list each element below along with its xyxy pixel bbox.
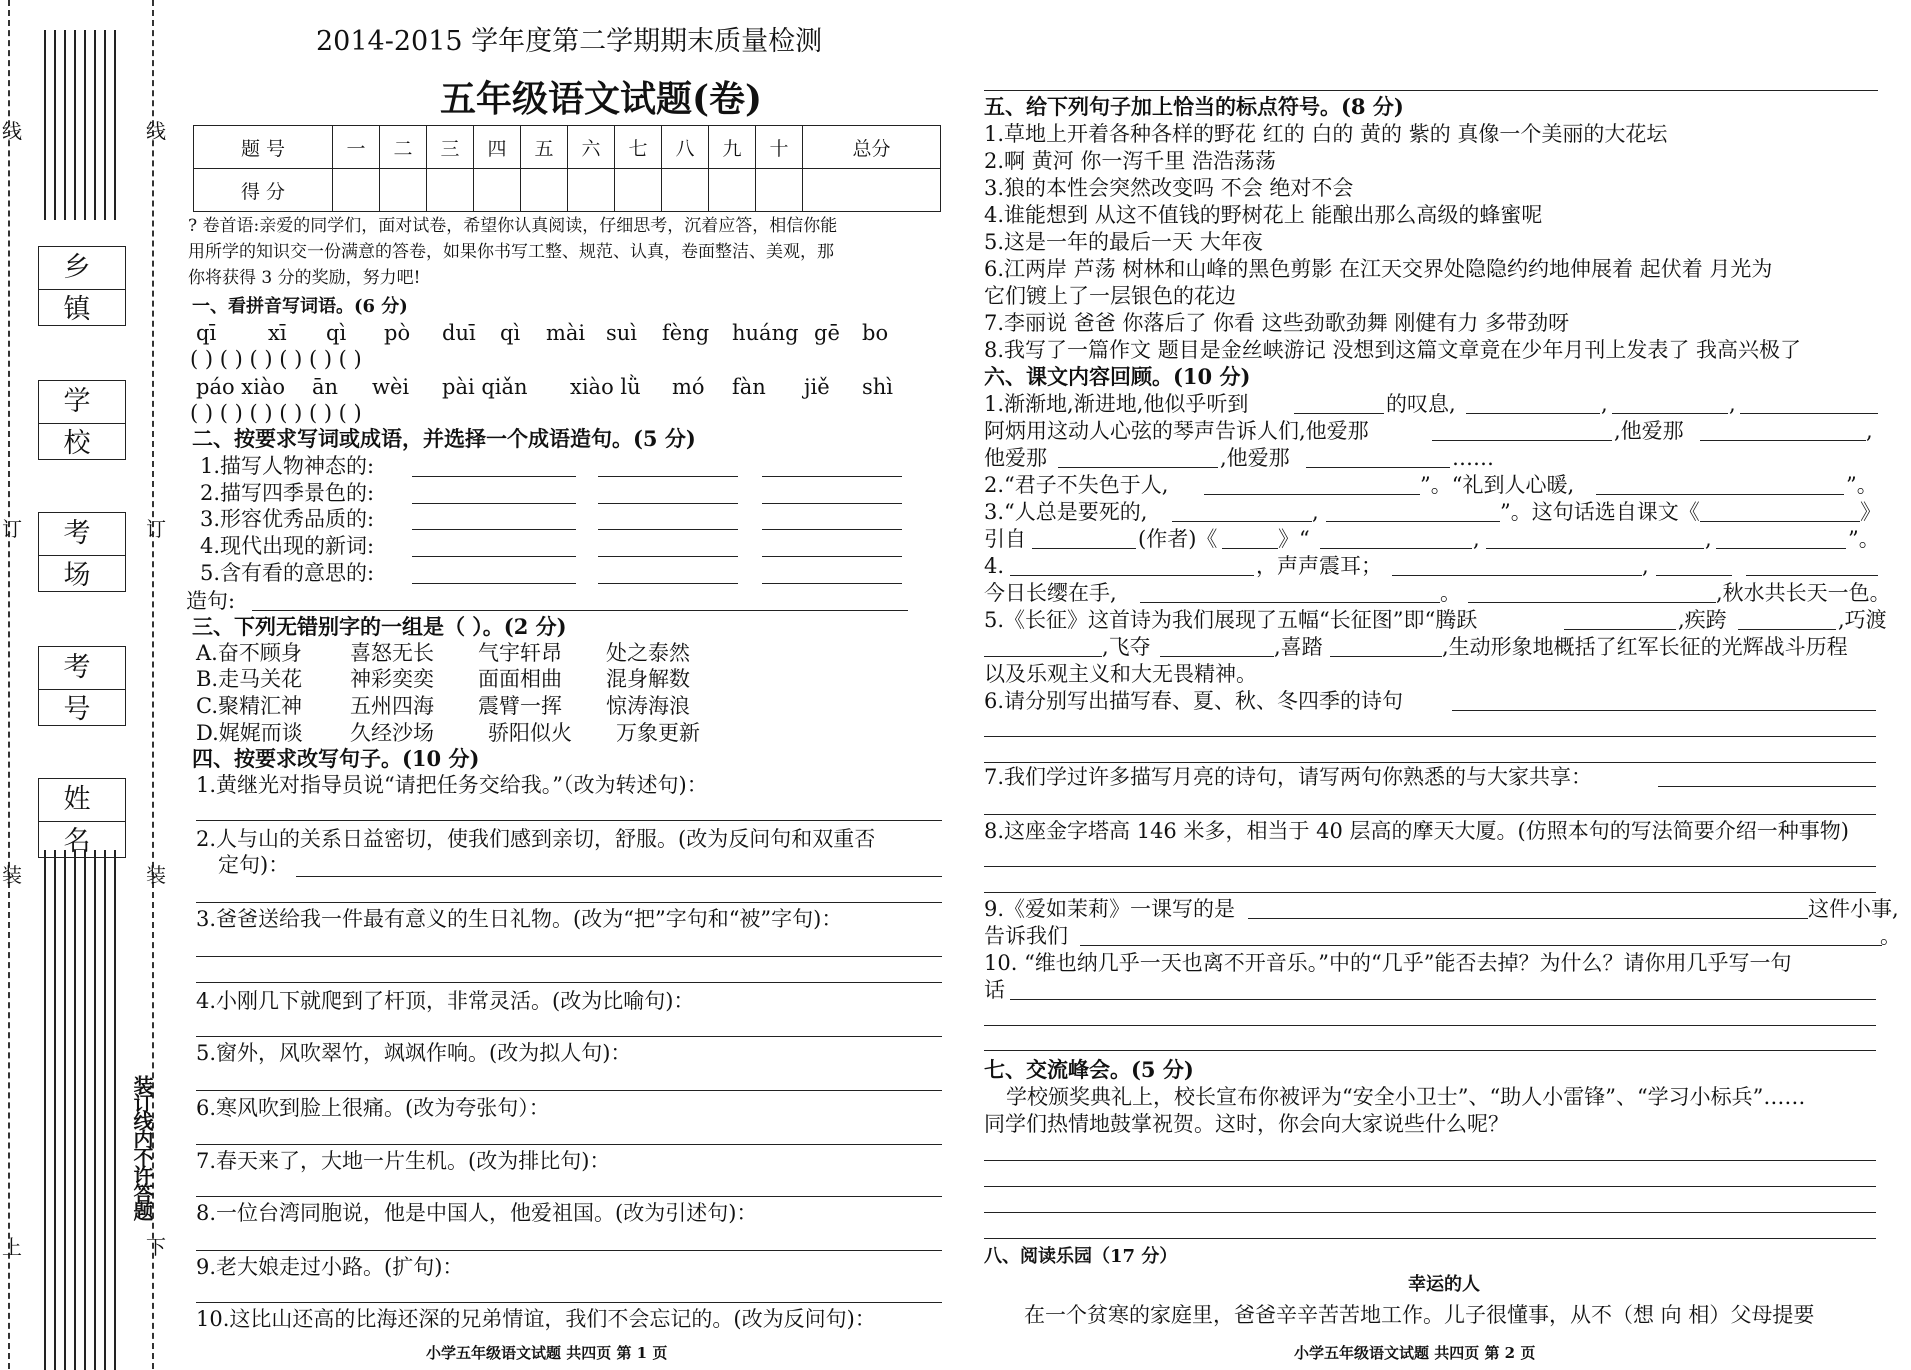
- blank[interactable]: [1326, 521, 1500, 522]
- answer-line[interactable]: [984, 1212, 1876, 1213]
- answer-line[interactable]: [984, 1186, 1876, 1187]
- binding-shang: 上: [2, 1235, 22, 1259]
- blank[interactable]: [1172, 521, 1312, 522]
- blank[interactable]: [984, 656, 1102, 657]
- s6-l16a: 告诉我们: [984, 924, 1068, 948]
- answer-line[interactable]: [196, 956, 942, 957]
- binding-xian-2: 线: [146, 119, 166, 143]
- s6-l8a: 今日长缨在手,: [984, 581, 1117, 605]
- s4-q2b: 定句)：: [218, 853, 290, 877]
- info-box-township[interactable]: [38, 246, 126, 326]
- s6-l5b: ”。这句话选自课文《: [1500, 500, 1700, 524]
- footer-page-1: 小学五年级语文试题 共四页 第 1 页: [426, 1344, 668, 1362]
- s4-q9: 9.老大娘走过小路。(扩句)：: [196, 1255, 464, 1279]
- answer-line[interactable]: [196, 1036, 942, 1037]
- score-cell[interactable]: [756, 169, 803, 212]
- s6-l1a: 1.渐渐地,渐进地,他似乎听到: [984, 392, 1249, 416]
- s6-l2b: ,他爱那: [1614, 419, 1684, 443]
- pinyin: mó: [672, 375, 705, 399]
- score-col-5: 五: [521, 126, 568, 169]
- pinyin: xiào lǜ: [570, 375, 641, 399]
- option-word: 骄阳似火: [488, 721, 572, 745]
- s6-l4c: ”。: [1846, 473, 1878, 497]
- binding-zhuang-2: 装: [146, 863, 166, 887]
- s6-l10a: ,飞夺: [1102, 635, 1151, 659]
- s6-l13: 7.我们学过许多描写月亮的诗句，请写两句你熟悉的与大家共享：: [984, 765, 1593, 789]
- blank[interactable]: [1468, 602, 1716, 603]
- comma: ,: [1642, 554, 1649, 578]
- score-col-10: 十: [756, 126, 803, 169]
- comma: ,: [1705, 527, 1712, 551]
- option-word: 万象更新: [616, 721, 700, 745]
- blank[interactable]: [1294, 413, 1384, 414]
- s3-option-b[interactable]: B.走马关花: [196, 667, 303, 691]
- s5-line-6: 6.江两岸 芦荡 树林和山峰的黑色剪影 在江天交界处隐隐约约地伸展着 起伏着 月光为: [984, 257, 1773, 281]
- score-col-9: 九: [709, 126, 756, 169]
- comma: ,: [1601, 392, 1608, 416]
- comma: ,: [1866, 419, 1873, 443]
- score-cell[interactable]: [709, 169, 756, 212]
- s2-item-5: 5.含有看的意思的:: [200, 561, 375, 585]
- answer-line[interactable]: [296, 876, 942, 877]
- answer-line[interactable]: [1658, 786, 1876, 787]
- pinyin: ān: [312, 375, 339, 399]
- blank[interactable]: [1058, 467, 1218, 468]
- option-word: 久经沙场: [350, 721, 434, 745]
- story-title: 幸运的人: [1408, 1274, 1480, 1295]
- info-box-exam-room-label: 考 场: [39, 513, 125, 556]
- comma: ,: [1312, 500, 1319, 524]
- score-col-1: 一: [333, 126, 380, 169]
- s8-line-1: 在一个贫寒的家庭里，爸爸辛辛苦苦地工作。儿子很懂事，从不（想 向 相）父母提要: [1024, 1303, 1815, 1327]
- pinyin: fèng: [662, 321, 710, 345]
- pinyin: qī: [196, 321, 217, 345]
- blank[interactable]: [1738, 629, 1836, 630]
- info-box-exam-number-label: 考 号: [39, 647, 125, 690]
- pinyin: fàn: [732, 375, 766, 399]
- s6-l6b: (作者)《: [1138, 527, 1218, 551]
- s2-item-3: 3.形容优秀品质的:: [200, 507, 375, 531]
- binding-dashed-line: [8, 0, 10, 1369]
- s6-l10b: ,喜踏: [1274, 635, 1323, 659]
- answer-line[interactable]: [196, 1250, 942, 1251]
- score-col-7: 七: [615, 126, 662, 169]
- answer-line[interactable]: [196, 1302, 942, 1303]
- binding-ding-1: 订: [2, 517, 22, 541]
- pinyin-answer-brackets-2[interactable]: ( ) ( ) ( ) ( ) ( ) ( ): [190, 401, 362, 425]
- s4-q6: 6.寒风吹到脸上很痛。(改为夸张句）：: [196, 1096, 550, 1120]
- info-box-school-label: 学 校: [39, 381, 125, 424]
- s7-line-1: 学校颁奖典礼上，校长宣布你被评为“安全小卫士”、“助人小雷锋”、“学习小标兵”……: [1006, 1085, 1806, 1109]
- section-8-title: 八、阅读乐园（17 分）: [984, 1246, 1178, 1267]
- pinyin: huáng: [732, 321, 799, 345]
- s6-l16b: 。: [1880, 924, 1901, 948]
- blank[interactable]: [1700, 521, 1860, 522]
- s4-q1: 1.黄继光对指导员说“请把任务交给我。”（改为转述句)：: [196, 773, 708, 797]
- s6-l17: 10. “维也纳几乎一天也离不开音乐。”中的“几乎”能否去掉？为什么？请你用几乎写一句: [984, 951, 1792, 975]
- s5-line-7: 7.李丽说 爸爸 你落后了 你看 这些劲歌劲舞 刚健有力 多带劲呀: [984, 311, 1570, 335]
- blank[interactable]: [1466, 413, 1600, 414]
- section-2-title: 二、按要求写词或成语，并选择一个成语造句。(5 分): [192, 426, 696, 451]
- s6-l8b: 。: [1440, 581, 1461, 605]
- score-cell[interactable]: [380, 169, 427, 212]
- s6-l3a: 他爱那: [984, 446, 1047, 470]
- info-box-exam-number[interactable]: [38, 646, 126, 726]
- score-table: [193, 125, 941, 212]
- option-word: 处之泰然: [606, 641, 690, 665]
- answer-line[interactable]: [196, 1090, 942, 1091]
- blank[interactable]: [1486, 548, 1704, 549]
- option-word: 五州四海: [350, 694, 434, 718]
- exam-year-heading: 2014-2015 学年度第二学期期末质量检测: [316, 26, 823, 57]
- score-table-row-scores: [194, 169, 941, 212]
- blank[interactable]: [1160, 656, 1274, 657]
- answer-line[interactable]: [1452, 710, 1876, 711]
- s6-l7a: 4.: [984, 554, 1005, 578]
- score-cell[interactable]: [615, 169, 662, 212]
- intro-line-3: 你将获得 3 分的奖励，努力吧!: [188, 268, 421, 288]
- pinyin: suì: [606, 321, 638, 345]
- s6-l4b: ”。“礼到人心暖,: [1420, 473, 1575, 497]
- option-word: 神彩奕奕: [350, 667, 434, 691]
- score-table-row-questions: [194, 126, 941, 169]
- option-word: 面面相曲: [478, 667, 562, 691]
- answer-line[interactable]: [196, 902, 942, 903]
- option-word: 惊涛海浪: [606, 694, 690, 718]
- blank[interactable]: [1392, 575, 1642, 576]
- pinyin: qì: [326, 321, 347, 345]
- blank[interactable]: [1306, 467, 1450, 468]
- score-cell[interactable]: [662, 169, 709, 212]
- answer-line[interactable]: [984, 866, 1876, 867]
- s5-line-4: 4.谁能想到 从这不值钱的野树花上 能酿出那么高级的蜂蜜呢: [984, 203, 1543, 227]
- section-4-title: 四、按要求改写句子。(10 分): [192, 746, 480, 771]
- s4-q4: 4.小刚几下就爬到了杆顶，非常灵活。(改为比喻句)：: [196, 989, 695, 1013]
- binding-zhuang-1: 装: [2, 863, 22, 887]
- s4-q8: 8.一位台湾同胞说，他是中国人，他爱祖国。(改为引述句)：: [196, 1201, 758, 1225]
- section-1-title: 一、看拼音写词语。(6 分): [192, 296, 408, 317]
- answer-line[interactable]: [196, 1144, 942, 1145]
- section-6-title: 六、课文内容回顾。(10 分): [984, 364, 1251, 389]
- s2-item-1: 1.描写人物神态的:: [200, 454, 375, 478]
- pinyin: shì: [862, 375, 894, 399]
- answer-line[interactable]: [984, 762, 1876, 763]
- answer-line[interactable]: [1010, 999, 1876, 1000]
- pinyin: wèi: [372, 375, 410, 399]
- s4-q2a: 2.人与山的关系日益密切，使我们感到亲切，舒服。(改为反问句和双重否: [196, 827, 876, 851]
- answer-line[interactable]: [984, 1160, 1876, 1161]
- blank[interactable]: [1222, 548, 1278, 549]
- s3-option-a[interactable]: A.奋不顾身: [196, 641, 302, 665]
- blank[interactable]: [1740, 413, 1878, 414]
- blank[interactable]: [1080, 945, 1882, 946]
- section-5-title: 五、给下列句子加上恰当的标点符号。(8 分): [984, 94, 1404, 119]
- blank[interactable]: [1032, 548, 1136, 549]
- score-table-row1-label: 题 号: [194, 126, 333, 169]
- s6-l1b: 的叹息,: [1386, 392, 1456, 416]
- s6-l15b: 这件小事,: [1808, 897, 1899, 921]
- binding-warning: 装订线内不许答题: [130, 1075, 154, 1219]
- blank[interactable]: [1746, 575, 1878, 576]
- option-word: 气宇轩昂: [478, 641, 562, 665]
- s6-l10c: ,生动形象地概括了红军长征的光辉战斗历程: [1442, 635, 1848, 659]
- s5-line-3: 3.狼的本性会突然改变吗 不会 绝对不会: [984, 176, 1354, 200]
- s6-l11: 以及乐观主义和大无畏精神。: [984, 662, 1257, 686]
- intro-line-1: ? 卷首语:亲爱的同学们，面对试卷，希望你认真阅读，仔细思考，沉着应答，相信你能: [188, 216, 838, 236]
- s4-q7: 7.春天来了，大地一片生机。(改为排比句)：: [196, 1149, 611, 1173]
- score-cell[interactable]: [474, 169, 521, 212]
- section-7-title: 七、交流峰会。(5 分): [984, 1057, 1194, 1082]
- s5-line-2: 2.啊 黄河 你一泻千里 浩浩荡荡: [984, 149, 1277, 173]
- s2-zaoju-label: 造句:: [186, 589, 236, 613]
- blank[interactable]: [1700, 440, 1866, 441]
- info-box-township-label: 乡 镇: [39, 247, 125, 290]
- pinyin: qì: [500, 321, 521, 345]
- score-col-total: 总分: [803, 126, 941, 169]
- exam-title: 五年级语文试题(卷): [440, 78, 763, 120]
- info-box-name[interactable]: [38, 778, 126, 858]
- s2-zaoju-line[interactable]: [252, 610, 908, 611]
- info-box-name-label: 姓 名: [39, 779, 125, 822]
- s4-q3: 3.爸爸送给我一件最有意义的生日礼物。(改为“把”字句和“被”字句)：: [196, 907, 843, 931]
- option-word: 震臂一挥: [478, 694, 562, 718]
- answer-line[interactable]: [984, 1238, 1876, 1239]
- s6-l15a: 9.《爱如茉莉》一课写的是: [984, 897, 1236, 921]
- pinyin: bo: [862, 321, 889, 345]
- score-col-8: 八: [662, 126, 709, 169]
- s6-l3b: ,他爱那: [1220, 446, 1290, 470]
- s6-l3c: ……: [1452, 446, 1494, 470]
- blank[interactable]: [1140, 602, 1440, 603]
- score-col-4: 四: [474, 126, 521, 169]
- pinyin: jiě: [804, 375, 830, 399]
- score-cell[interactable]: [333, 169, 380, 212]
- blank[interactable]: [1564, 629, 1676, 630]
- binding-xian-1: 线: [2, 119, 22, 143]
- s5-line-8: 8.我写了一篇作文 题目是金丝峡游记 没想到这篇文章竟在少年月刊上发表了 我高兴极了: [984, 338, 1802, 362]
- score-table-row2-label: 得 分: [194, 169, 333, 212]
- section-3-title: 三、下列无错别字的一组是（ ）。(2 分): [192, 614, 567, 639]
- pinyin: pài qiǎn: [442, 375, 528, 399]
- comma: ,: [1473, 527, 1480, 551]
- s2-item-4: 4.现代出现的新词:: [200, 534, 375, 558]
- pinyin: xī: [268, 321, 287, 345]
- top-rule: [984, 90, 1878, 91]
- pinyin-answer-brackets-1[interactable]: ( ) ( ) ( ) ( ) ( ) ( ): [190, 347, 362, 371]
- answer-line[interactable]: [984, 736, 1876, 737]
- pinyin: duī: [442, 321, 476, 345]
- blank[interactable]: [1432, 440, 1612, 441]
- score-col-6: 六: [568, 126, 615, 169]
- pinyin: pò: [384, 321, 411, 345]
- option-word: 喜怒无长: [350, 641, 434, 665]
- pinyin: gē: [814, 321, 840, 345]
- s5-line-5: 5.这是一年的最后一天 大年夜: [984, 230, 1263, 254]
- s7-line-2: 同学们热情地鼓掌祝贺。这时，你会向大家说些什么呢？: [984, 1112, 1509, 1136]
- s2-item-2: 2.描写四季景色的:: [200, 481, 375, 505]
- s6-l8c: ,秋水共长天一色。: [1716, 581, 1891, 605]
- footer-page-2: 小学五年级语文试题 共四页 第 2 页: [1294, 1344, 1536, 1362]
- score-col-2: 二: [380, 126, 427, 169]
- score-col-3: 三: [427, 126, 474, 169]
- score-cell-total[interactable]: [803, 169, 941, 212]
- score-cell[interactable]: [521, 169, 568, 212]
- s6-l5c: 》: [1860, 500, 1881, 524]
- pinyin: mài: [546, 321, 586, 345]
- blank[interactable]: [1204, 494, 1420, 495]
- s6-l9b: ,疾跨: [1678, 608, 1727, 632]
- s6-l18: 话: [984, 978, 1005, 1002]
- answer-line[interactable]: [984, 1050, 1876, 1051]
- option-word: 混身解数: [606, 667, 690, 691]
- blank[interactable]: [1248, 918, 1808, 919]
- blank[interactable]: [1330, 656, 1442, 657]
- info-box-school[interactable]: [38, 380, 126, 460]
- intro-line-2: 用所学的知识交一份满意的答卷，如果你书写工整、规范、认真，卷面整洁、美观，那: [188, 242, 834, 262]
- answer-line[interactable]: [984, 1025, 1876, 1026]
- s6-l6d: ”。: [1848, 527, 1880, 551]
- s6-l2a: 阿炳用这动人心弦的琴声告诉人们,他爱那: [984, 419, 1369, 443]
- comma: ,: [1729, 392, 1736, 416]
- blank[interactable]: [1320, 548, 1472, 549]
- answer-line[interactable]: [984, 814, 1876, 815]
- s6-l9a: 5.《长征》这首诗为我们展现了五幅“长征图”即“腾跃: [984, 608, 1478, 632]
- blank[interactable]: [1612, 413, 1728, 414]
- s6-l9c: ,巧渡: [1838, 608, 1887, 632]
- s4-q10: 10.这比山还高的比海还深的兄弟情谊，我们不会忘记的。(改为反问句)：: [196, 1307, 876, 1331]
- score-cell[interactable]: [427, 169, 474, 212]
- binding-ding-2: 订: [146, 517, 166, 541]
- s6-l12: 6.请分别写出描写春、夏、秋、冬四季的诗句: [984, 689, 1404, 713]
- blank[interactable]: [1716, 548, 1846, 549]
- blank[interactable]: [1656, 575, 1732, 576]
- blank[interactable]: [1010, 575, 1254, 576]
- score-cell[interactable]: [568, 169, 615, 212]
- s6-l14: 8.这座金字塔高 146 米多，相当于 40 层高的摩天大厦。(仿照本句的写法简要介绍一种事物): [984, 819, 1849, 843]
- answer-line[interactable]: [196, 982, 942, 983]
- binding-xia: 下: [146, 1235, 166, 1259]
- s6-l4a: 2.“君子不失色于人,: [984, 473, 1169, 497]
- s6-l7b: ，声声震耳；: [1256, 554, 1382, 578]
- answer-line[interactable]: [196, 820, 942, 821]
- s6-l5a: 3.“人总是要死的,: [984, 500, 1148, 524]
- answer-line[interactable]: [984, 892, 1876, 893]
- s4-q5: 5.窗外，风吹翠竹，飒飒作响。(改为拟人句)：: [196, 1041, 632, 1065]
- s3-option-c[interactable]: C.聚精汇神: [196, 694, 302, 718]
- s5-line-6-cont: 它们镀上了一层银色的花边: [984, 284, 1236, 308]
- s5-line-1: 1.草地上开着各种各样的野花 红的 白的 黄的 紫的 真像一个美丽的大花坛: [984, 122, 1668, 146]
- pinyin: páo xiào: [196, 375, 286, 399]
- s3-option-d[interactable]: D.娓娓而谈: [196, 721, 303, 745]
- info-box-exam-room[interactable]: [38, 512, 126, 592]
- blank[interactable]: [1596, 494, 1844, 495]
- s6-l6c: 》“: [1278, 527, 1310, 551]
- s6-l6a: 引自: [984, 527, 1026, 551]
- answer-line[interactable]: [196, 1196, 942, 1197]
